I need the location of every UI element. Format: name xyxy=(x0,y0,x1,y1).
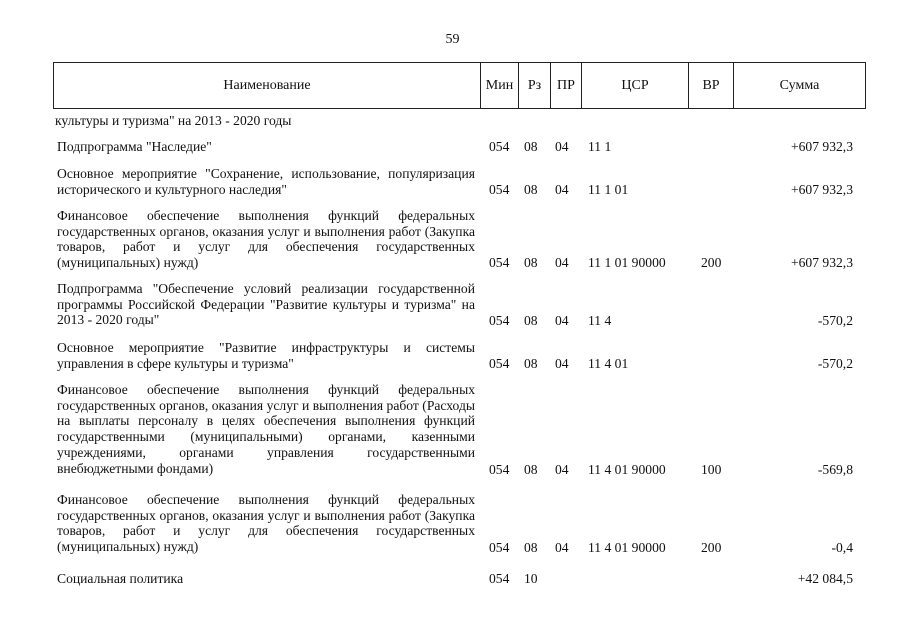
table-row xyxy=(0,340,905,372)
row-rz: 08 xyxy=(524,313,538,328)
row-csr: 11 4 xyxy=(588,313,612,328)
row-min: 054 xyxy=(489,540,510,555)
row-vr: 200 xyxy=(701,255,722,270)
row-csr: 11 4 01 90000 xyxy=(588,462,666,477)
row-sum: -570,2 xyxy=(817,313,853,328)
row-sum: +607 932,3 xyxy=(790,139,853,154)
header-csr: ЦСР xyxy=(582,63,689,108)
row-rz: 10 xyxy=(524,571,538,586)
table-row xyxy=(0,166,905,198)
table-row xyxy=(0,492,905,556)
row-rz: 08 xyxy=(524,356,538,371)
header-min: Мин xyxy=(481,63,519,108)
row-sum: -0,4 xyxy=(831,540,853,555)
row-name: Основное мероприятие "Сохранение, использование, популяризация исторического и культурного наследия" xyxy=(57,166,475,197)
row-min: 054 xyxy=(489,182,510,197)
row-rz: 08 xyxy=(524,182,538,197)
row-sum: -570,2 xyxy=(817,356,853,371)
header-vr: ВР xyxy=(689,63,734,108)
row-sum: +42 084,5 xyxy=(797,571,853,586)
row-csr: 11 1 xyxy=(588,139,612,154)
row-name: Подпрограмма "Наследие" xyxy=(57,139,212,154)
row-vr: 100 xyxy=(701,462,722,477)
table-row xyxy=(0,382,905,478)
row-pr: 04 xyxy=(555,356,569,371)
row-name: Финансовое обеспечение выполнения функций федеральных государственных органов, оказания услуг и выполнения работ (Расходы на выплаты персоналу в целях обеспечения выполнения функций государственными (муниципальными) органами, казенными учреждениями, органами управления государственными внебюджетными фондами) xyxy=(57,382,475,476)
row-csr: 11 1 01 xyxy=(588,182,629,197)
row-vr: 200 xyxy=(701,540,722,555)
header-name: Наименование xyxy=(54,63,481,108)
row-rz: 08 xyxy=(524,255,538,270)
row-sum: +607 932,3 xyxy=(790,255,853,270)
row-name: Социальная политика xyxy=(57,571,184,586)
table-row xyxy=(0,571,905,587)
table-row xyxy=(0,139,905,155)
row-pr: 04 xyxy=(555,462,569,477)
table-row xyxy=(0,281,905,329)
row-min: 054 xyxy=(489,313,510,328)
row-min: 054 xyxy=(489,571,510,586)
row-csr: 11 1 01 90000 xyxy=(588,255,666,270)
row-pr: 04 xyxy=(555,255,569,270)
row-csr: 11 4 01 xyxy=(588,356,629,371)
row-pr: 04 xyxy=(555,182,569,197)
row-rz: 08 xyxy=(524,139,538,154)
row-pr: 04 xyxy=(555,139,569,154)
row-min: 054 xyxy=(489,462,510,477)
row-min: 054 xyxy=(489,139,510,154)
row-name: Финансовое обеспечение выполнения функций федеральных государственных органов, оказания услуг и выполнения работ (Закупка товаров, работ и услуг для обеспечения государственных (муниципальных) нужд) xyxy=(57,208,475,271)
row-rz: 08 xyxy=(524,540,538,555)
row-csr: 11 4 01 90000 xyxy=(588,540,666,555)
header-sum: Сумма xyxy=(779,77,820,93)
page-number: 59 xyxy=(445,32,460,47)
row-name: культуры и туризма" на 2013 - 2020 годы xyxy=(55,113,292,128)
row-min: 054 xyxy=(489,255,510,270)
row-name: Финансовое обеспечение выполнения функций федеральных государственных органов, оказания услуг и выполнения работ (Закупка товаров, работ и услуг для обеспечения государственных (муниципальных) нужд) xyxy=(57,492,475,555)
table-row xyxy=(0,208,905,271)
header-rz: Рз xyxy=(519,63,551,108)
table-row xyxy=(0,113,905,129)
row-sum: +607 932,3 xyxy=(790,182,853,197)
row-pr: 04 xyxy=(555,540,569,555)
row-pr: 04 xyxy=(555,313,569,328)
row-min: 054 xyxy=(489,356,510,371)
row-name: Подпрограмма "Обеспечение условий реализации государственной программы Российской Федерации "Развитие культуры и туризма" на 2013 - 2020 годы" xyxy=(57,281,475,328)
row-name: Основное мероприятие "Развитие инфраструктуры и системы управления в сфере культуры и туризма" xyxy=(57,340,475,371)
row-rz: 08 xyxy=(524,462,538,477)
header-pr: ПР xyxy=(551,63,582,108)
row-sum: -569,8 xyxy=(817,462,853,477)
